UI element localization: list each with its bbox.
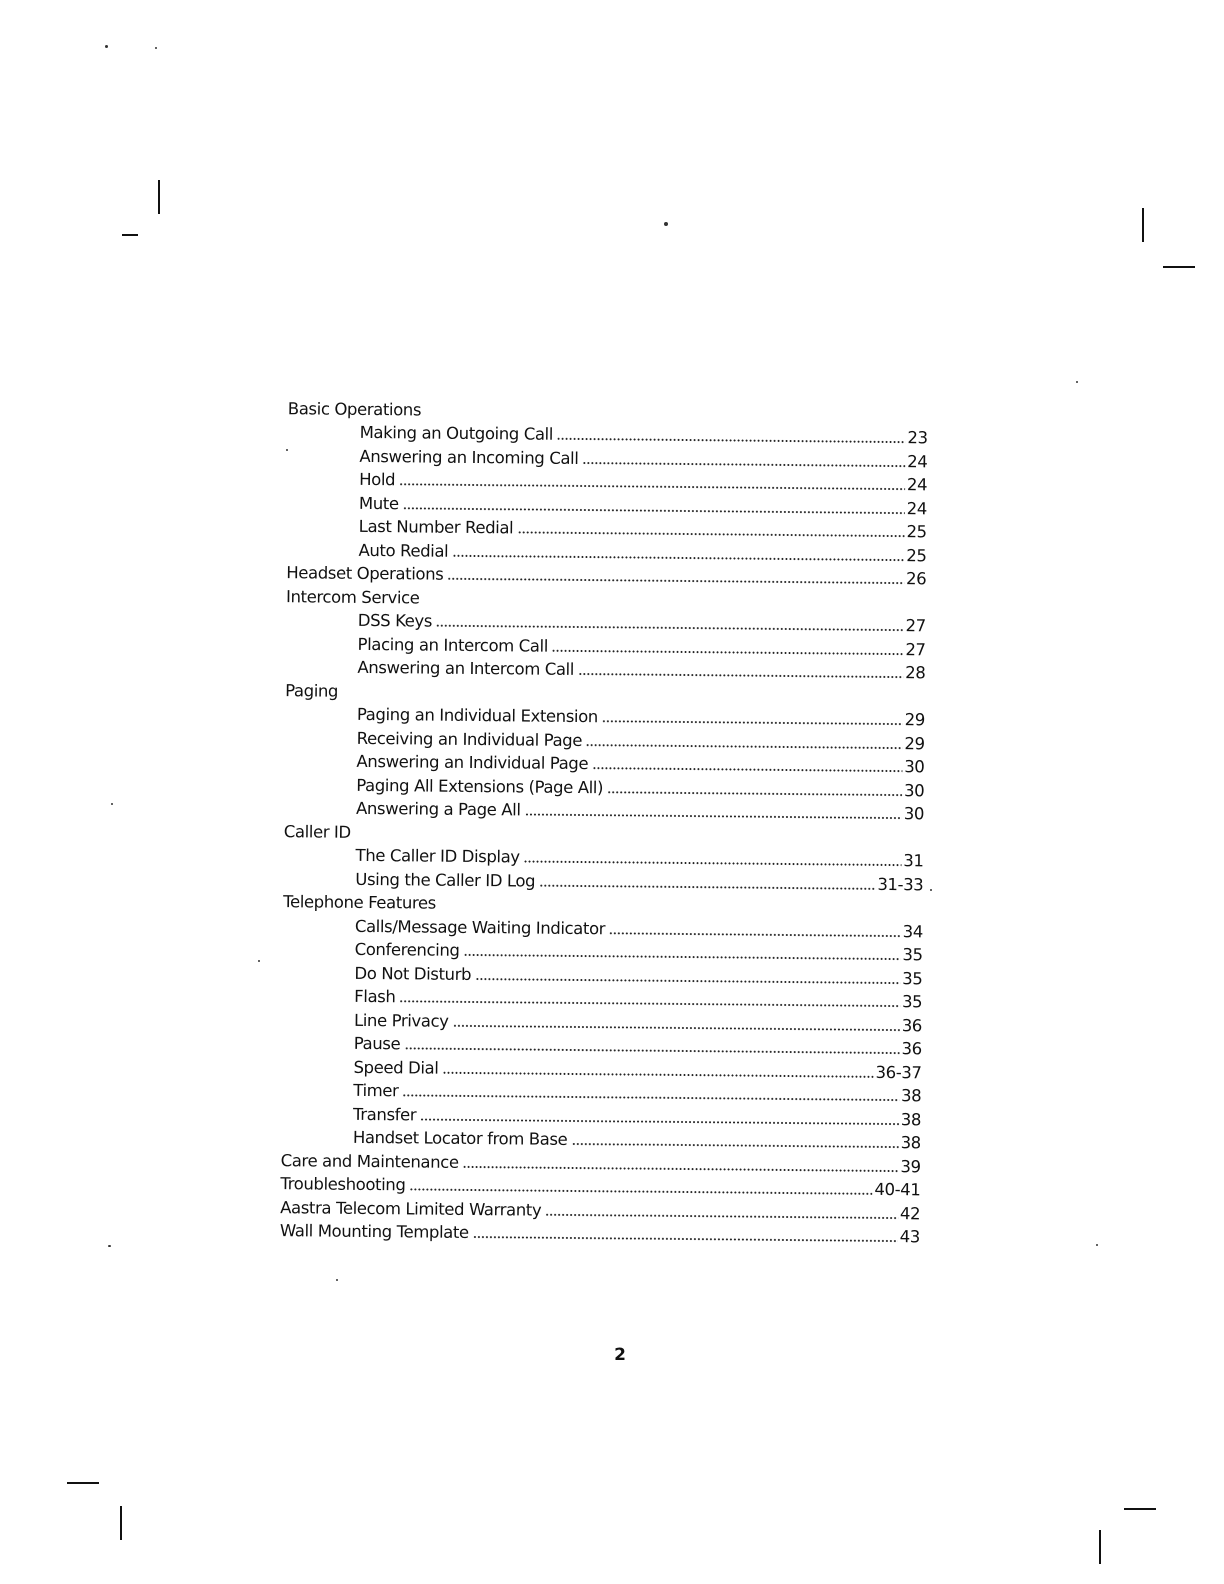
dot-leader [545, 1213, 898, 1218]
toc-entry-title: Handset Locator from Base [352, 1127, 568, 1149]
dot-leader [609, 932, 901, 937]
scan-speck [108, 1245, 111, 1247]
toc-entry-title: Paging All Extensions (Page All) [356, 775, 604, 797]
toc-entry-title: Last Number Redial [358, 516, 514, 538]
toc-entry-page: 25 [906, 522, 927, 542]
crop-mark [120, 1506, 122, 1540]
dot-leader [463, 1165, 899, 1171]
toc-entry-page: 43 [899, 1227, 921, 1247]
dot-leader [463, 954, 900, 960]
toc-entry-page: 28 [905, 663, 926, 683]
toc-entry-page: 27 [905, 639, 926, 659]
toc-entry-title: Care and Maintenance [280, 1150, 459, 1172]
toc-entry-page: 30 [903, 804, 925, 824]
toc-entry-page: 34 [902, 921, 923, 941]
toc-entry-title: Flash [354, 986, 396, 1007]
toc-entry-page: 29 [904, 733, 925, 753]
crop-mark [122, 234, 138, 236]
scan-speck [336, 1279, 338, 1281]
scan-speck [105, 45, 108, 48]
toc-entry-title: Intercom Service [285, 586, 420, 607]
dot-leader [552, 649, 903, 654]
toc-entry-title: DSS Keys [357, 610, 433, 631]
toc-entry-title: Basic Operations [287, 398, 422, 419]
toc-entry-page: 38 [900, 1109, 922, 1129]
toc-entry-page: 35 [902, 945, 923, 965]
toc-entry-title: The Caller ID Display [355, 845, 520, 867]
toc-entry-page: 36-37 [875, 1062, 922, 1082]
toc-entry-page: 39 [900, 1156, 921, 1176]
toc-entry-title: Timer [353, 1080, 399, 1101]
scan-speck [111, 803, 113, 805]
toc-entry-page: 38 [900, 1133, 921, 1153]
toc-entry-page: 24 [906, 498, 928, 518]
dot-leader [539, 884, 875, 889]
crop-mark [1142, 208, 1144, 242]
toc-entry-title: Hold [359, 469, 396, 490]
toc-entry-title: Transfer [353, 1104, 417, 1124]
dot-leader [571, 1143, 898, 1148]
toc-entry-title: Caller ID [283, 821, 351, 842]
toc-entry-title: Answering an Incoming Call [359, 446, 579, 468]
toc-entry-page: 26 [905, 569, 927, 589]
toc-entry-title: Using the Caller ID Log [355, 869, 536, 891]
dot-leader [473, 1236, 898, 1242]
dot-leader [420, 1118, 899, 1125]
toc-entry-title: Telephone Features [283, 892, 437, 913]
toc-entry-title: Answering an Intercom Call [357, 657, 575, 679]
toc-entry-page: 25 [906, 545, 927, 565]
toc-entry-page: 31 [903, 851, 924, 871]
dot-leader [442, 1071, 873, 1077]
toc-entry-title: Receiving an Individual Page [356, 728, 583, 750]
table-of-contents [260, 394, 928, 1246]
toc-entry-page: 36 [901, 1015, 923, 1035]
dot-leader [582, 462, 905, 467]
toc-entry-title: Answering a Page All [355, 798, 521, 820]
toc-section [260, 1216, 920, 1246]
toc-entry-page: 42 [899, 1203, 921, 1223]
toc-entry-title: Answering an Individual Page [356, 751, 589, 774]
toc-entry-title: Aastra Telecom Limited Warranty [280, 1197, 542, 1220]
crop-mark [1124, 1508, 1156, 1510]
dot-leader [409, 1188, 872, 1194]
dot-leader [453, 1024, 900, 1030]
toc-entry-title: Pause [353, 1033, 401, 1054]
toc-entry-title: Auto Redial [358, 540, 449, 561]
crop-mark [67, 1482, 99, 1484]
dot-leader [525, 813, 902, 819]
toc-entry-page: 31-33 [877, 874, 924, 894]
toc-entry-title: Headset Operations [286, 563, 444, 584]
toc-entry-page: 30 [903, 780, 925, 800]
toc-entry-title: Conferencing [354, 939, 460, 960]
dot-leader [578, 673, 903, 678]
toc-entry-title: Mute [358, 493, 399, 513]
toc-entry-page: 38 [901, 1086, 922, 1106]
scan-speck [258, 960, 260, 962]
page-number: 2 [614, 1345, 626, 1365]
toc-entry-page: 40-41 [874, 1179, 921, 1200]
scan-speck [930, 889, 932, 891]
dot-leader [475, 978, 900, 984]
toc-entry-page: 35 [902, 968, 923, 988]
scan-speck [155, 47, 157, 49]
toc-entry-title: Making an Outgoing Call [359, 422, 554, 444]
toc-entry-page: 27 [905, 616, 926, 636]
scan-speck [1096, 1244, 1098, 1246]
dot-leader [592, 767, 902, 772]
crop-mark [1099, 1530, 1101, 1564]
dot-leader [607, 791, 902, 796]
toc-entry-title: Calls/Message Waiting Indicator [354, 916, 606, 938]
scan-speck [1076, 381, 1078, 383]
dot-leader [557, 438, 905, 443]
scan-speck [664, 222, 668, 226]
crop-mark [158, 180, 160, 214]
toc-entry-title: Paging an Individual Extension [356, 704, 598, 727]
toc-entry-page: 36 [901, 1039, 922, 1059]
dot-leader [524, 860, 902, 866]
dot-leader [517, 531, 904, 537]
toc-entry-title: Troubleshooting [280, 1174, 406, 1195]
dot-leader [452, 554, 904, 560]
toc-entry-title: Do Not Disturb [354, 963, 472, 984]
toc-entry-title: Wall Mounting Template [279, 1221, 469, 1242]
toc-entry-page: 24 [906, 475, 928, 495]
toc-entry-title: Placing an Intercom Call [357, 634, 549, 656]
toc-entry-page: 29 [904, 710, 925, 730]
toc-entry-title: Speed Dial [353, 1057, 439, 1078]
toc-entry-page: 35 [901, 992, 923, 1012]
toc-entry-title: Paging [285, 680, 339, 701]
toc-entry-page: 24 [907, 451, 928, 471]
crop-mark [1163, 266, 1195, 268]
toc-entry-title: Line Privacy [353, 1010, 449, 1031]
toc-entry-page: 30 [904, 757, 925, 777]
dot-leader [586, 744, 902, 749]
dot-leader [436, 625, 904, 631]
dot-leader [602, 720, 903, 725]
dot-leader [447, 578, 904, 584]
toc-entry-page: 23 [907, 428, 928, 448]
